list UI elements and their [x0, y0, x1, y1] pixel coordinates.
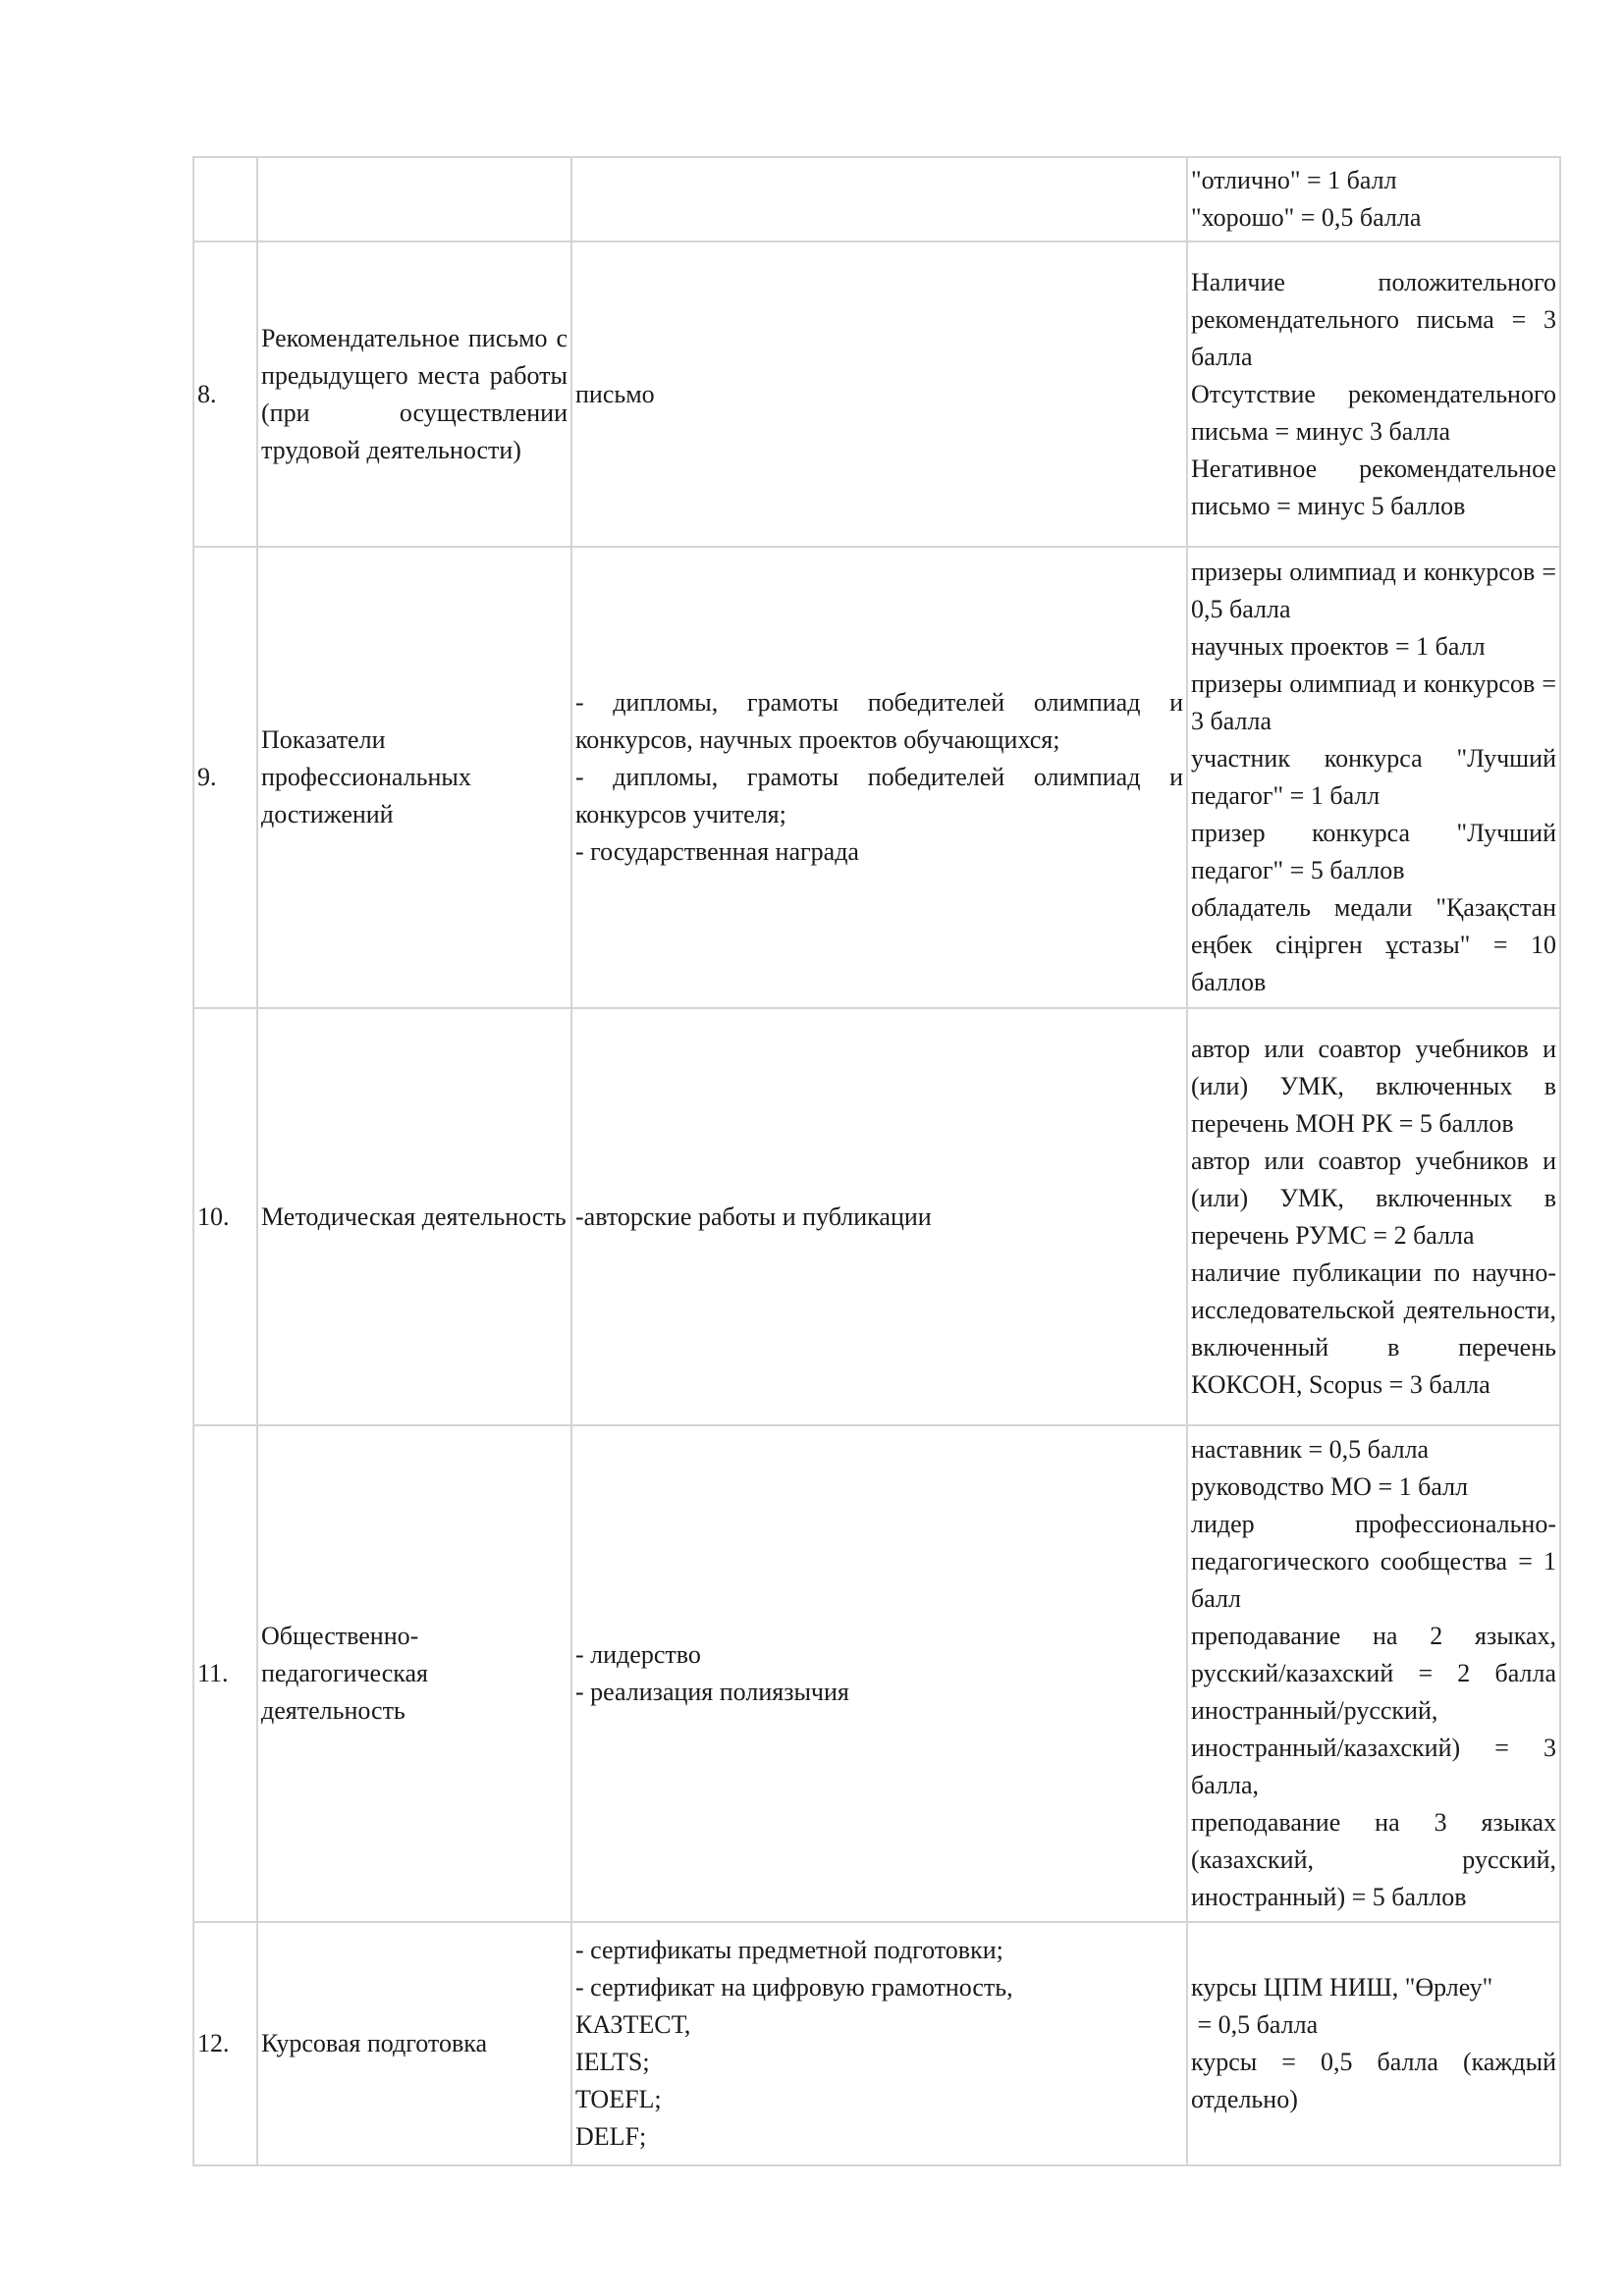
score-line: автор или соавтор учебников и (или) УМК, включенных в перечень РУМС = 2 балла	[1191, 1146, 1556, 1250]
criterion-name-cell: Методическая деятельность	[257, 1008, 571, 1425]
score-line: курсы = 0,5 балла (каждый отдельно)	[1191, 2048, 1556, 2113]
documents-cell	[571, 157, 1187, 241]
criteria-table	[192, 156, 1561, 2166]
score-line: лидер профессионально-педагогического сообщества = 1 балл	[1191, 1510, 1556, 1613]
score-line: курсы ЦПМ НИШ, "Өрлеу"	[1191, 1973, 1493, 2002]
document-line: - реализация полиязычия	[575, 1678, 849, 1706]
score-line: Наличие положительного рекомендательного письма = 3 балла	[1191, 267, 1556, 371]
table-row	[193, 157, 1560, 241]
scores-cell	[1187, 1008, 1560, 1425]
score-line: наличие публикации по научно-исследовательской деятельности, включенный в перечень КОКСОН, Scopus = 3 балла	[1191, 1257, 1556, 1399]
row-number-cell: 12.	[193, 1922, 257, 2165]
scores-cell	[1187, 241, 1560, 547]
score-line: "хорошо" = 0,5 балла	[1191, 203, 1422, 232]
documents-cell	[571, 1008, 1187, 1425]
documents-cell	[571, 1922, 1187, 2165]
row-number-cell: 9.	[193, 547, 257, 1008]
criterion-name-cell: Общественно-педагогическая деятельность	[257, 1425, 571, 1922]
criterion-name-cell: Курсовая подготовка	[257, 1922, 571, 2165]
score-line: наставник = 0,5 балла	[1191, 1435, 1430, 1464]
document-line: письмо	[575, 379, 655, 408]
score-line: участник конкурса "Лучший педагог" = 1 балл	[1191, 744, 1556, 810]
score-line: Отсутствие рекомендательного письма = минус 3 балла	[1191, 379, 1556, 446]
row-number-cell: 10.	[193, 1008, 257, 1425]
document-line: - сертификат на цифровую грамотность,	[575, 1973, 1013, 2002]
documents-cell	[571, 241, 1187, 547]
table-row	[193, 241, 1560, 547]
document-line: - дипломы, грамоты победителей олимпиад и конкурсов, научных проектов обучающихся;	[575, 688, 1183, 754]
score-line: Негативное рекомендательное письмо = минус 5 баллов	[1191, 454, 1556, 520]
score-line: автор или соавтор учебников и (или) УМК, включенных в перечень МОН РК = 5 баллов	[1191, 1034, 1556, 1138]
row-number-cell: 11.	[193, 1425, 257, 1922]
score-line: научных проектов = 1 балл	[1191, 632, 1486, 661]
row-number-cell	[193, 157, 257, 241]
score-line: обладатель медали "Қазақстан еңбек сіңірген ұстазы" = 10 баллов	[1191, 893, 1556, 996]
criterion-name-cell: Показатели профессиональных достижений	[257, 547, 571, 1008]
document-line: - государственная награда	[575, 837, 859, 866]
score-line: призеры олимпиад и конкурсов = 3 балла	[1191, 669, 1556, 735]
document-line: DELF;	[575, 2122, 647, 2151]
documents-cell	[571, 1425, 1187, 1922]
score-line: призеры олимпиад и конкурсов = 0,5 балла	[1191, 558, 1556, 623]
scores-cell	[1187, 157, 1560, 241]
score-line: "отлично" = 1 балл	[1191, 166, 1397, 194]
criterion-name-cell	[257, 157, 571, 241]
criterion-name-cell: Рекомендательное письмо с предыдущего места работы (при осуществлении трудовой деятельности)	[257, 241, 571, 547]
score-line: преподавание на 3 языках (казахский, русский, иностранный) = 5 баллов	[1191, 1808, 1556, 1911]
score-line: призер конкурса "Лучший педагог" = 5 баллов	[1191, 819, 1556, 884]
documents-cell	[571, 547, 1187, 1008]
scores-cell	[1187, 1922, 1560, 2165]
score-line: руководство МО = 1 балл	[1191, 1472, 1469, 1501]
table-row	[193, 1425, 1560, 1922]
score-line: = 0,5 балла	[1191, 2010, 1319, 2039]
row-number-cell: 8.	[193, 241, 257, 547]
document-line: -авторские работы и публикации	[575, 1201, 932, 1231]
scores-cell	[1187, 1425, 1560, 1922]
table-row	[193, 1008, 1560, 1425]
document-line: - сертификаты предметной подготовки;	[575, 1936, 1003, 1964]
document-line: IELTS;	[575, 2048, 650, 2076]
table-row	[193, 547, 1560, 1008]
document-line: TOEFL;	[575, 2085, 662, 2113]
document-line: - дипломы, грамоты победителей олимпиад и конкурсов учителя;	[575, 763, 1183, 828]
scores-cell	[1187, 547, 1560, 1008]
score-line: преподавание на 2 языках, русский/казахский = 2 балла иностранный/русский, иностранный/казахский) = 3 балла,	[1191, 1622, 1556, 1799]
document-line: - лидерство	[575, 1640, 701, 1669]
document-line: КАЗТЕСТ,	[575, 2010, 691, 2039]
table-row	[193, 1922, 1560, 2165]
